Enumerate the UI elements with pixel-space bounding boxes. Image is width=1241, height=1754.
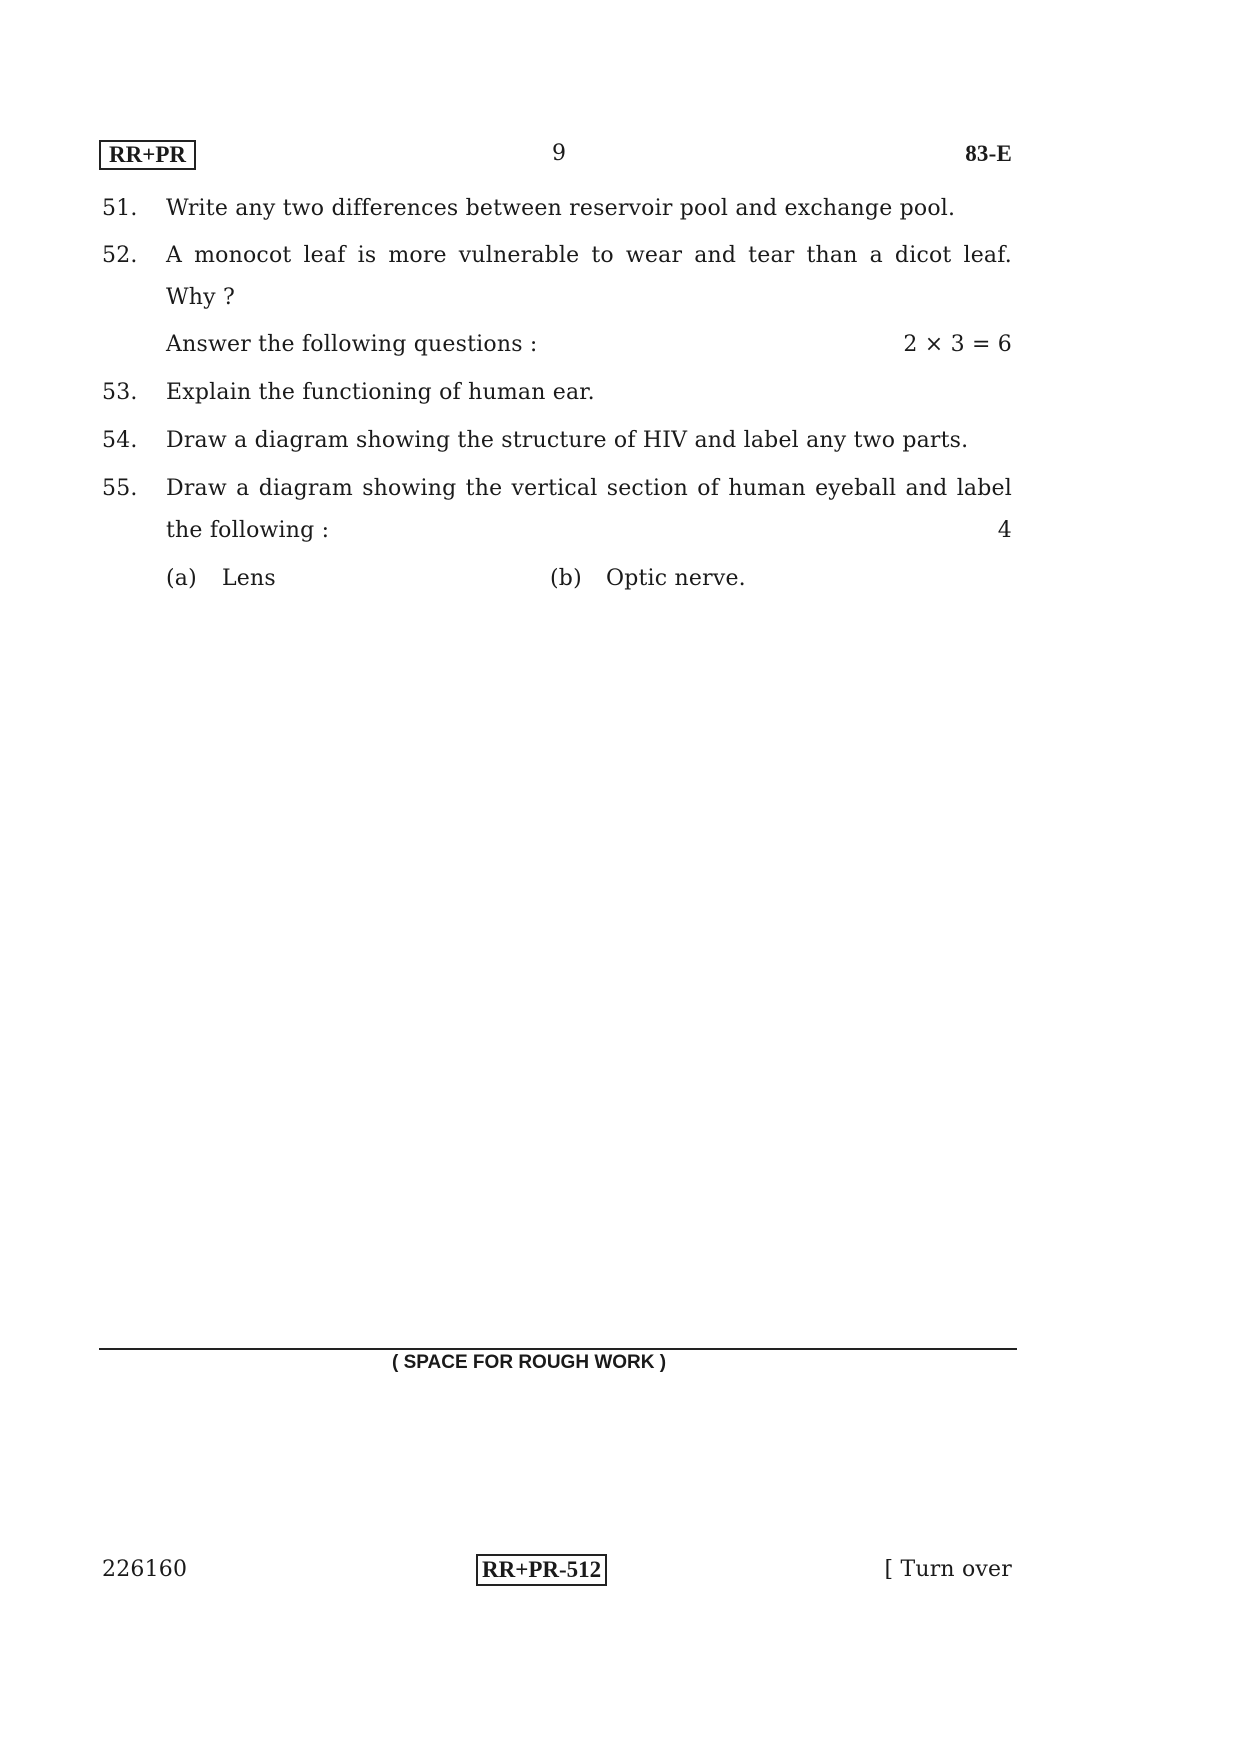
option-text-b: Optic nerve. bbox=[606, 566, 746, 591]
question-text-54: Draw a diagram showing the structure of HIV and label any two parts. bbox=[166, 428, 969, 453]
question-text-53: Explain the functioning of human ear. bbox=[166, 380, 595, 405]
footer-serial: 226160 bbox=[102, 1557, 188, 1582]
option-label-a: (a) bbox=[166, 566, 197, 591]
section-marks: 2 × 3 = 6 bbox=[903, 332, 1012, 357]
question-number-53: 53. bbox=[102, 380, 138, 405]
question-marks-55: 4 bbox=[997, 518, 1012, 543]
header-code: RR+PR bbox=[109, 142, 186, 167]
question-number-54: 54. bbox=[102, 428, 138, 453]
question-text-52-line2: Why ? bbox=[166, 285, 235, 310]
option-label-b: (b) bbox=[550, 566, 582, 591]
question-text-51: Write any two differences between reservoir pool and exchange pool. bbox=[166, 196, 956, 221]
question-number-52: 52. bbox=[102, 243, 138, 268]
question-number-51: 51. bbox=[102, 196, 138, 221]
question-text-52-line1: A monocot leaf is more vulnerable to wear and tear than a dicot leaf. bbox=[166, 243, 1012, 268]
header-code-box bbox=[99, 140, 196, 170]
rough-work-label: ( SPACE FOR ROUGH WORK ) bbox=[392, 1352, 667, 1373]
footer-code-box bbox=[476, 1554, 607, 1586]
section-instruction: Answer the following questions : bbox=[166, 332, 538, 357]
turn-over: [ Turn over bbox=[884, 1557, 1012, 1582]
question-text-55-line2: the following : bbox=[166, 518, 330, 543]
question-number-55: 55. bbox=[102, 476, 138, 501]
rough-work-divider bbox=[99, 1348, 1017, 1350]
footer-code: RR+PR-512 bbox=[482, 1557, 602, 1582]
option-text-a: Lens bbox=[222, 566, 276, 591]
question-text-55-line1: Draw a diagram showing the vertical section of human eyeball and label bbox=[166, 476, 1012, 501]
paper-code: 83-E bbox=[965, 141, 1012, 166]
page-number: 9 bbox=[552, 141, 567, 166]
